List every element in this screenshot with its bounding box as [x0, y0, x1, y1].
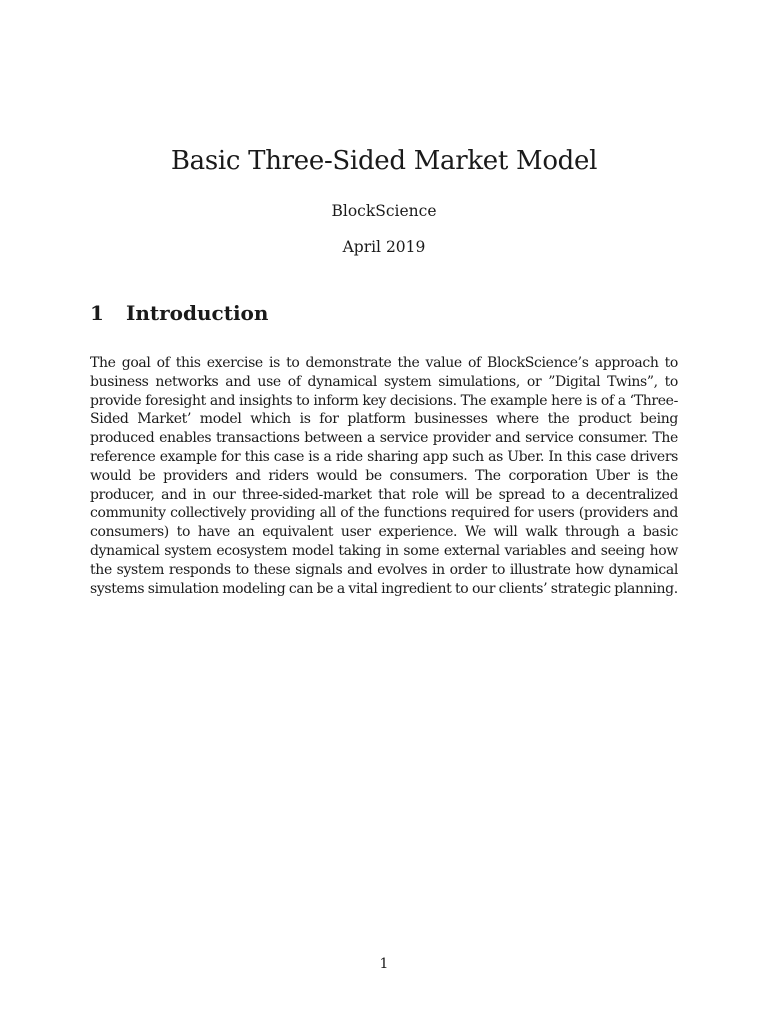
publication-date: April 2019	[342, 238, 426, 256]
section-heading	[90, 299, 268, 327]
section-title: Introduction	[126, 301, 269, 325]
paper-title: Basic Three-Sided Market Model	[170, 146, 598, 176]
introduction-paragraph: The goal of this exercise is to demonstrate the value of BlockScience’s approach to business networks and use of dynamical system simulations, or ”Digital Twins”, to provide foresight and insights to inform key decisions. The example here is of a ‘Three-Sided Market’ model which is for platform businesses where the product being produced enables transactions between a service provider and service consumer. The reference example for this case is a ride sharing app such as Uber. In this case drivers would be providers and riders would be consumers. The corporation Uber is the producer, and in our three-sided-market that role will be spread to a decentralized community collectively providing all of the functions required for users (providers and consumers) to have an equivalent user experience. We will walk through a basic dynamical system ecosystem model taking in some external variables and seeing how the system responds to these signals and evolves in order to illustrate how dynamical systems simulation modeling can be a vital ingredient to our clients’ strategic planning.	[90, 355, 678, 597]
section-number: 1	[90, 301, 104, 325]
author-name: BlockScience	[331, 202, 437, 220]
page-number: 1	[379, 956, 389, 972]
